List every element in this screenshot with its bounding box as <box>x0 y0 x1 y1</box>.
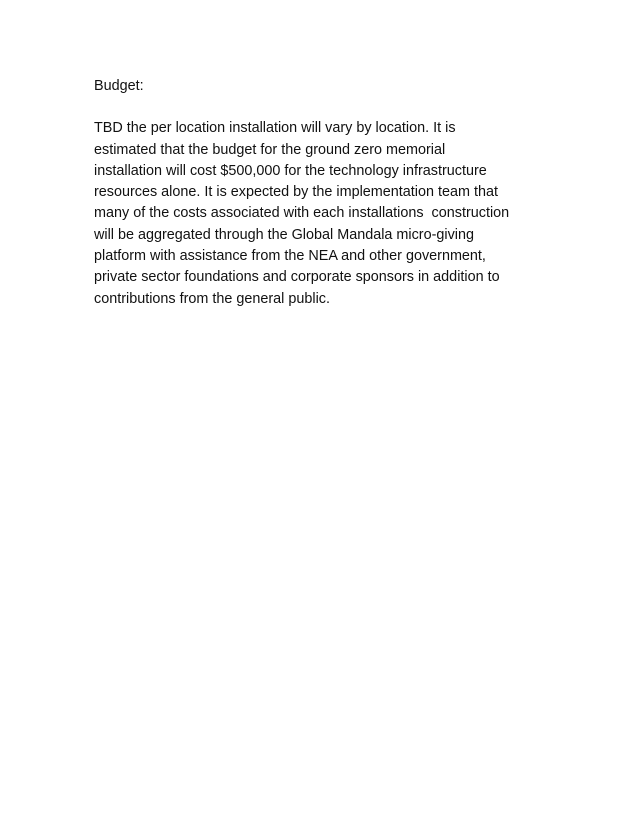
paragraph-line: contributions from the general public. <box>94 290 330 307</box>
paragraph-line: many of the costs associated with each installations construction <box>94 205 510 222</box>
paragraph-line: resources alone. It is expected by the implementation team that <box>94 184 498 201</box>
paragraph-line: private sector foundations and corporate sponsors in addition to <box>94 269 500 286</box>
budget-paragraph <box>94 118 564 310</box>
paragraph-line: installation will cost $500,000 for the technology infrastructure <box>94 162 487 179</box>
paragraph-line: TBD the per location installation will vary by location. It is <box>94 120 456 137</box>
paragraph-line: will be aggregated through the Global Mandala micro-giving <box>94 226 474 243</box>
paragraph-line: platform with assistance from the NEA and other government, <box>94 248 486 265</box>
paragraph-line: estimated that the budget for the ground zero memorial <box>94 141 446 158</box>
document-content <box>94 76 564 310</box>
section-heading: Budget: <box>94 78 144 94</box>
